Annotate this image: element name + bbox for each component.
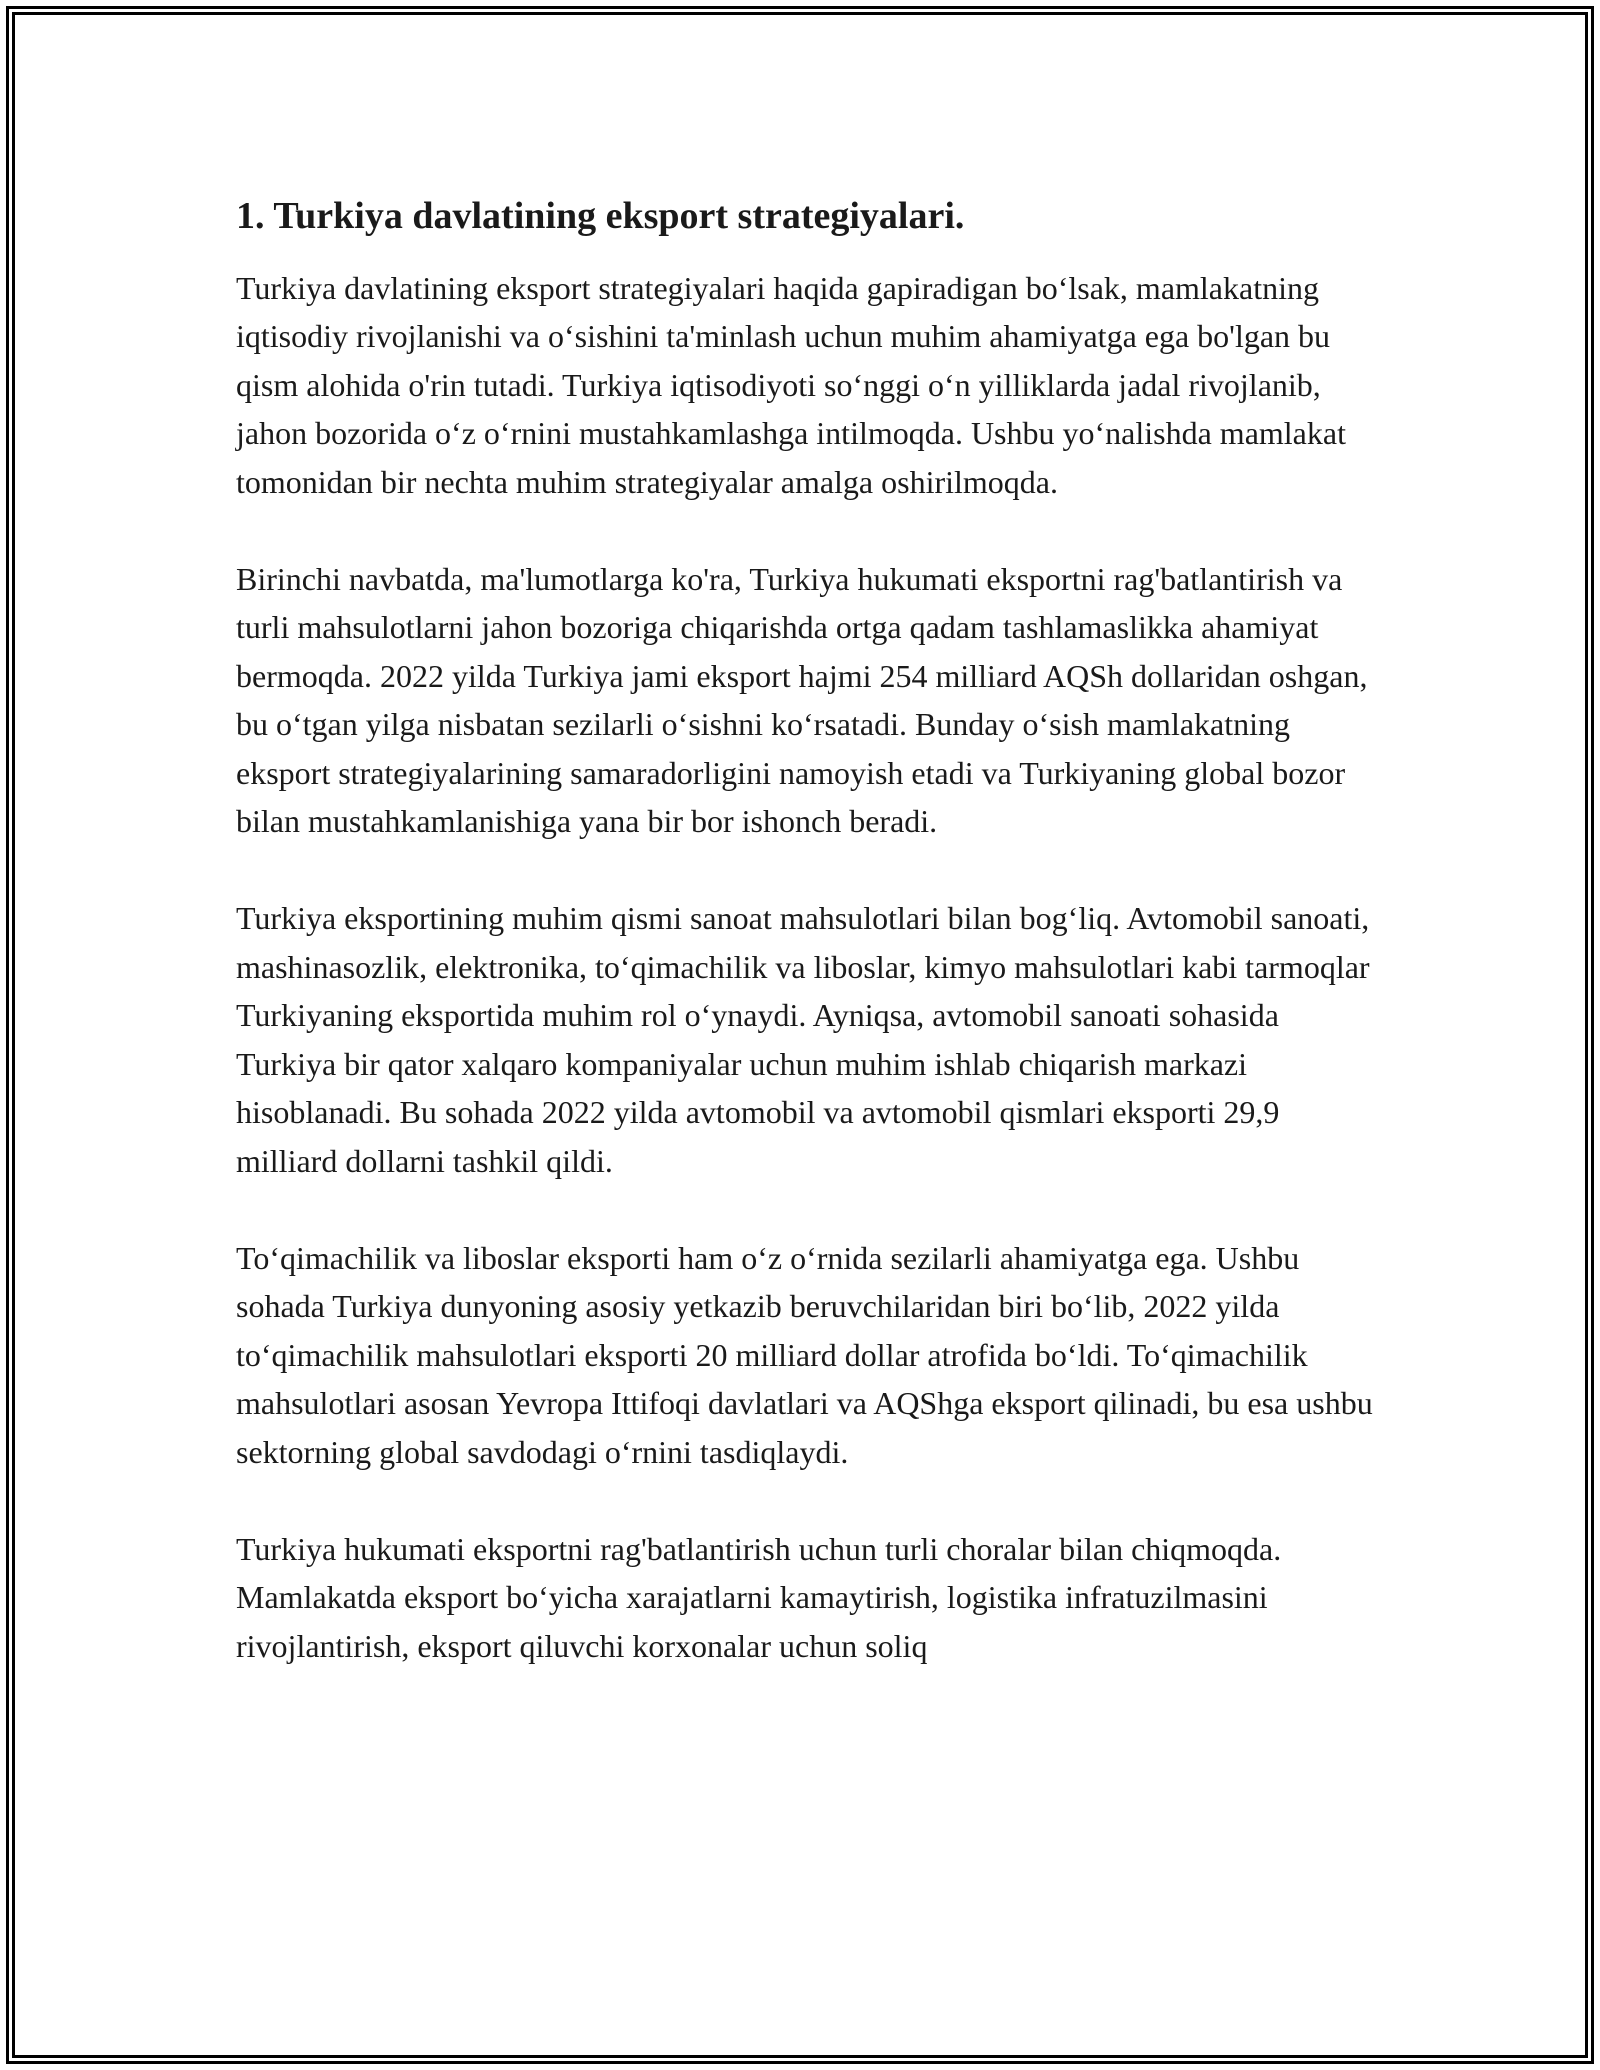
paragraph-textile-exports: To‘qimachilik va liboslar eksporti ham o‘z o‘rnida sezilarli ahamiyatga ega. Ushbu sohada Turkiya dunyoning asosiy yetkazib beruvchilaridan biri bo‘lib, 2022 yilda to‘qimachilik mahsulotlari eksporti 20 milliard dollar atrofida bo‘ldi. To‘qimachilik mahsulotlari asosan Yevropa Ittifoqi davlatlari va AQShga eksport qilinadi, bu esa ushbu sektorning global savdodagi o‘rnini tasdiqlaydi. <box>236 1239 1373 1470</box>
document-body <box>236 188 1376 1670</box>
paragraph-government-measures: Turkiya hukumati eksportni rag'batlantirish uchun turli choralar bilan chiqmoqda. Mamlakatda eksport bo‘yicha xarajatlarni kamaytirish, logistika infratuzilmasini rivojlantirish, eksport qiluvchi korxonalar uchun soliq <box>236 1530 1282 1664</box>
section-heading: 1. Turkiya davlatining eksport strategiyalari. <box>236 195 965 237</box>
paragraph-industrial-exports: Turkiya eksportining muhim qismi sanoat mahsulotlari bilan bog‘liq. Avtomobil sanoati, mashinasozlik, elektronika, to‘qimachilik va liboslar, kimyo mahsulotlari kabi tarmoqlar Turkiyaning eksportida muhim rol o‘ynaydi. Ayniqsa, avtomobil sanoati sohasida Turkiya bir qator xalqaro kompaniyalar uchun muhim ishlab chiqarish markazi hisoblanadi. Bu sohada 2022 yilda avtomobil va avtomobil qismlari eksporti 29,9 milliard dollarni tashkil qildi. <box>236 900 1370 1179</box>
paragraph-export-volume: Birinchi navbatda, ma'lumotlarga ko'ra, Turkiya hukumati eksportni rag'batlantirish va turli mahsulotlarni jahon bozoriga chiqarishda ortga qadam tashlamaslikka ahamiyat bermoqda. 2022 yilda Turkiya jami eksport hajmi 254 milliard AQSh dollaridan oshgan, bu o‘tgan yilga nisbatan sezilarli o‘sishni ko‘rsatadi. Bunday o‘sish mamlakatning eksport strategiyalarining samaradorligini namoyish etadi va Turkiyaning global bozor bilan mustahkamlanishiga yana bir bor ishonch beradi. <box>236 561 1368 840</box>
paragraph-intro: Turkiya davlatining eksport strategiyalari haqida gapiradigan bo‘lsak, mamlakatning iqtisodiy rivojlanishi va o‘sishini ta'minlash uchun muhim ahamiyatga ega bo'lgan bu qism alohida o'rin tutadi. Turkiya iqtisodiyoti so‘nggi o‘n yilliklarda jadal rivojlanib, jahon bozorida o‘z o‘rnini mustahkamlashga intilmoqda. Ushbu yo‘nalishda mamlakat tomonidan bir nechta muhim strategiyalar amalga oshirilmoqda. <box>236 270 1346 500</box>
